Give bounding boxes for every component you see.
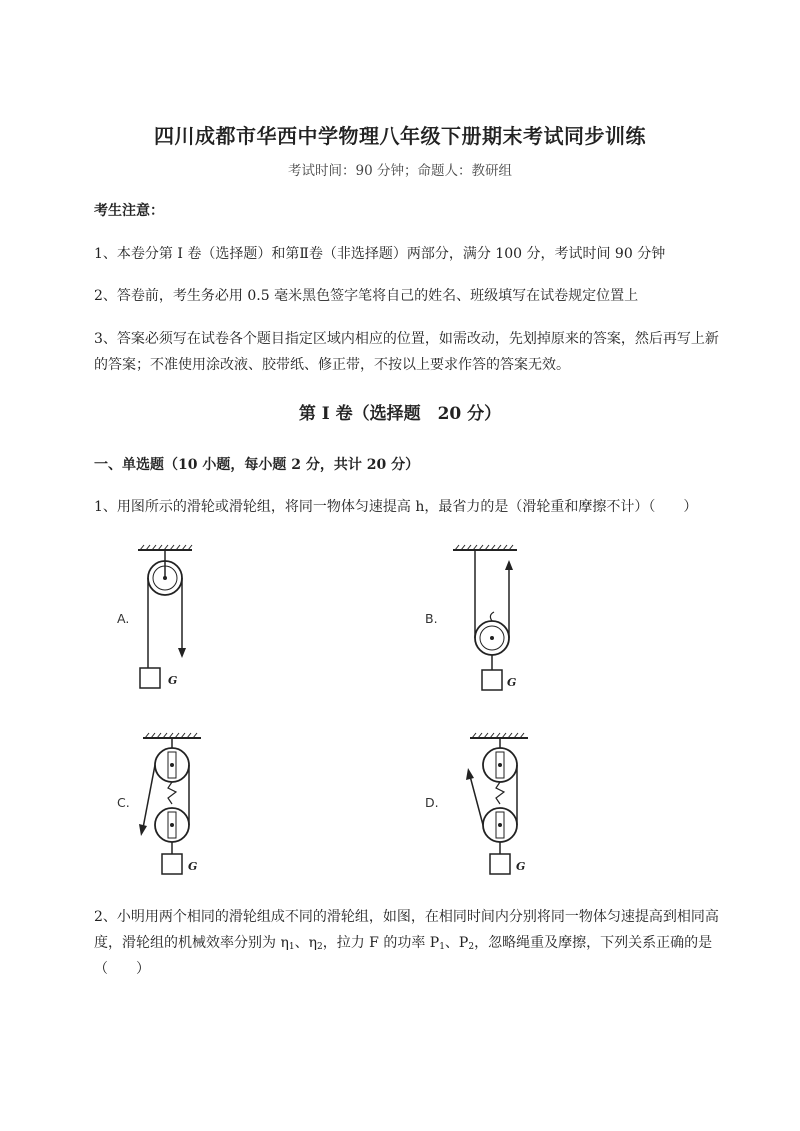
q2-sub-1: 1 [288,942,295,952]
q2-text-d: 、P [444,935,469,951]
notice-item-2: 2、答卷前，考生务必用 0.5 毫米黑色签字笔将自己的姓名、班级填写在试卷规定位置上 [94,288,639,304]
weight-label-d: G [516,860,526,873]
pulley-diagram-d [450,728,530,880]
question-1-text: 1、用图所示的滑轮或滑轮组，将同一物体匀速提高 h，最省力的是（滑轮重和摩擦不计）（ ） [94,499,698,515]
q2-sub-4: 2 [468,942,475,952]
weight-label-c: G [188,860,198,873]
option-d-label: D. [425,795,439,810]
question-2-answer-blank: （ ） [94,961,150,977]
exam-subtitle: 考试时间：90 分钟；命题人：教研组 [288,163,512,179]
q2-text-c: ，拉力 F 的功率 P [322,935,440,951]
part-heading: 一、单选题（10 小题，每小题 2 分，共计 20 分） [94,457,420,473]
question-2-line-2 [94,930,712,960]
q2-text-e: ，忽略绳重及摩擦，下列关系正确的是 [474,935,713,951]
question-2-line-1: 2、小明用两个相同的滑轮组成不同的滑轮组，如图，在相同时间内分别将同一物体匀速提高到相同高 [94,909,719,925]
q2-sub-2: 2 [316,942,323,952]
option-b-label: B. [425,611,438,626]
option-a-label: A. [117,611,130,626]
notice-item-3-cont: 的答案；不准使用涂改液、胶带纸、修正带，不按以上要求作答的答案无效。 [94,357,570,373]
notice-item-1: 1、本卷分第 I 卷（选择题）和第Ⅱ卷（非选择题）两部分，满分 100 分，考试时间 90 分钟 [94,246,666,262]
pulley-diagram-c [135,728,215,880]
q2-text-a: 度，滑轮组的机械效率分别为 η [94,935,289,951]
weight-label-b: G [507,676,517,689]
section-title: 第 I 卷（选择题 20 分） [298,404,502,424]
weight-label-a: G [168,674,178,687]
notice-heading: 考生注意： [94,203,164,219]
pulley-diagram-b [445,540,535,695]
q2-text-b: 、η [294,935,317,951]
notice-item-3: 3、答案必须写在试卷各个题目指定区域内相应的位置，如需改动，先划掉原来的答案，然后再写上新 [94,331,719,347]
page-title: 四川成都市华西中学物理八年级下册期末考试同步训练 [154,124,646,148]
pulley-diagram-a [130,540,210,695]
option-c-label: C. [117,795,130,810]
q2-sub-3: 1 [439,942,445,952]
